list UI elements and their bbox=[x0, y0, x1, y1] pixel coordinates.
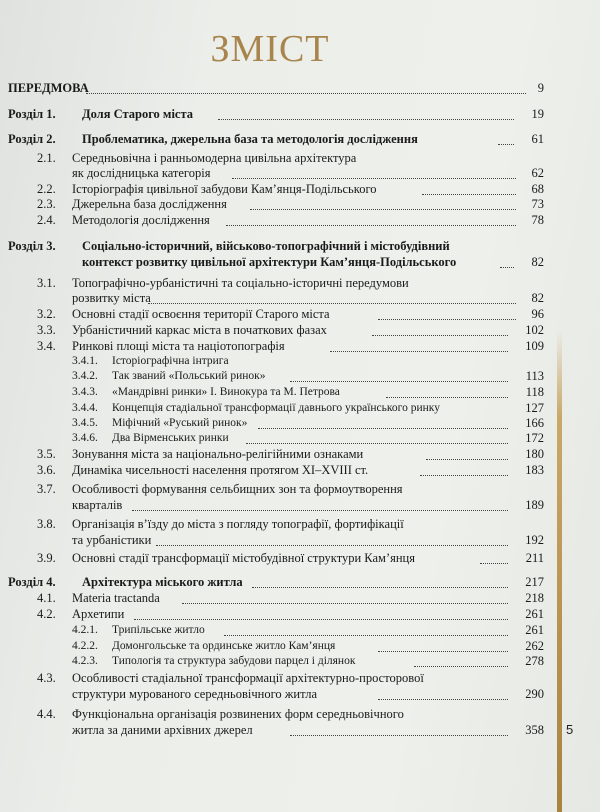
toc-entry-section-2-3[interactable]: Джерельна база дослідження bbox=[72, 197, 227, 211]
toc-chapter-number: Розділ 3. bbox=[8, 239, 56, 253]
toc-entry-chapter-4[interactable]: Архітектура міського житла bbox=[82, 575, 243, 589]
toc-entry-section-2-4[interactable]: Методологія дослідження bbox=[72, 213, 210, 227]
toc-chapter-number: Розділ 4. bbox=[8, 575, 56, 589]
toc-section-number: 3.6. bbox=[37, 463, 56, 477]
toc-page: 180 bbox=[525, 447, 544, 461]
toc-section-number: 3.7. bbox=[37, 482, 56, 496]
dot-leader bbox=[290, 735, 508, 736]
toc-section-number: 2.4. bbox=[37, 213, 56, 227]
toc-page: 61 bbox=[531, 132, 544, 146]
toc-section-number: 2.2. bbox=[37, 182, 56, 196]
toc-page: 96 bbox=[531, 307, 544, 321]
toc-page: 290 bbox=[525, 687, 544, 701]
toc-subsection-number: 4.2.1. bbox=[72, 624, 98, 636]
toc-page: 262 bbox=[525, 639, 544, 653]
toc-entry-preface[interactable]: ПЕРЕДМОВА bbox=[8, 81, 89, 95]
toc-page: 192 bbox=[525, 533, 544, 547]
toc-section-number: 2.1. bbox=[37, 151, 56, 165]
toc-entry-section-2-2[interactable]: Історіографія цивільної забудови Кам’янця-Подільського bbox=[72, 182, 377, 196]
dot-leader bbox=[290, 381, 508, 382]
toc-subsection-number: 3.4.6. bbox=[72, 432, 98, 444]
toc-section-number: 3.4. bbox=[37, 339, 56, 353]
toc-subsection-number: 4.2.3. bbox=[72, 655, 98, 667]
toc-entry-subsection-3-4-5[interactable]: Міфічний «Руський ринок» bbox=[112, 417, 248, 429]
dot-leader bbox=[232, 178, 516, 179]
toc-page: 82 bbox=[531, 255, 544, 269]
toc-page: 261 bbox=[525, 623, 544, 637]
toc-entry-chapter-1[interactable]: Доля Старого міста bbox=[82, 107, 194, 121]
toc-entry-section-3-8[interactable]: Організація в’їзду до міста з погляду топографії, фортифікації bbox=[72, 517, 404, 531]
toc-page: 113 bbox=[525, 369, 544, 383]
toc-section-number: 3.5. bbox=[37, 447, 56, 461]
dot-leader bbox=[224, 635, 508, 636]
toc-page: 118 bbox=[525, 385, 544, 399]
toc-subsection-number: 3.4.3. bbox=[72, 386, 98, 398]
toc-section-number: 3.9. bbox=[37, 551, 56, 565]
toc-subsection-number: 4.2.2. bbox=[72, 640, 98, 652]
toc-subsection-number: 3.4.2. bbox=[72, 370, 98, 382]
page-number: 5 bbox=[566, 722, 574, 737]
toc-section-number: 2.3. bbox=[37, 197, 56, 211]
toc-entry-chapter-3[interactable]: Соціально-історичний, військово-топографічний і містобудівний bbox=[82, 239, 450, 253]
toc-entry-section-3-6[interactable]: Динаміка чисельності населення протягом XI–XVIII ст. bbox=[72, 463, 369, 477]
toc-page: 82 bbox=[531, 291, 544, 305]
toc-entry-section-4-3[interactable]: Особливості стадіальної трансформації архітектурно-просторової bbox=[72, 671, 424, 685]
toc-section-number: 3.3. bbox=[37, 323, 56, 337]
dot-leader bbox=[250, 209, 516, 210]
toc-entry-continuation: кварталів bbox=[72, 498, 123, 512]
toc-entry-continuation: як дослідницька категорія bbox=[72, 166, 211, 180]
toc-entry-section-3-1[interactable]: Топографічно-урбаністичні та соціально-історичні передумови bbox=[72, 276, 409, 290]
toc-entry-subsection-4-2-1[interactable]: Трипільське житло bbox=[112, 624, 205, 636]
toc-page: 211 bbox=[525, 551, 544, 565]
toc-subsection-number: 3.4.4. bbox=[72, 402, 98, 414]
toc-entry-section-4-4[interactable]: Функціональна організація розвинених форм середньовічного bbox=[72, 707, 404, 721]
toc-entry-section-3-4[interactable]: Ринкові площі міста та націотопографія bbox=[72, 339, 285, 353]
dot-leader bbox=[246, 443, 508, 444]
toc-subsection-number: 3.4.1. bbox=[72, 355, 98, 367]
toc-entry-subsection-4-2-2[interactable]: Домонгольське та ординське житло Кам’янця bbox=[112, 640, 336, 652]
toc-entry-continuation: розвитку міста bbox=[72, 291, 151, 305]
toc-section-number: 3.1. bbox=[37, 276, 56, 290]
page-title: ЗМІСТ bbox=[210, 28, 330, 70]
toc-entry-section-3-2[interactable]: Основні стадії освоєння території Старого міста bbox=[72, 307, 330, 321]
toc-entry-section-4-1[interactable]: Materia tractanda bbox=[72, 591, 160, 605]
toc-page: 261 bbox=[525, 607, 544, 621]
dot-leader bbox=[148, 303, 516, 304]
toc-page: 102 bbox=[525, 323, 544, 337]
toc-page: 19 bbox=[531, 107, 544, 121]
toc-page: 189 bbox=[525, 498, 544, 512]
toc-page: 127 bbox=[525, 401, 544, 415]
dot-leader bbox=[156, 545, 508, 546]
toc-entry-continuation: контекст розвитку цивільної архітектури Кам’янця-Подільського bbox=[82, 255, 457, 269]
toc-page: 217 bbox=[525, 575, 544, 589]
dot-leader bbox=[258, 428, 508, 429]
toc-page: 62 bbox=[531, 166, 544, 180]
toc-entry-subsection-3-4-3[interactable]: «Мандрівні ринки» І. Винокура та М. Петрова bbox=[112, 386, 340, 398]
toc-entry-section-4-2[interactable]: Архетипи bbox=[72, 607, 125, 621]
toc-page: 109 bbox=[525, 339, 544, 353]
toc-subsection-number: 3.4.5. bbox=[72, 417, 98, 429]
dot-leader bbox=[218, 119, 514, 120]
dot-leader bbox=[132, 510, 508, 511]
toc-entry-continuation: структури мурованого середньовічного житла bbox=[72, 687, 318, 701]
toc-section-number: 4.3. bbox=[37, 671, 56, 685]
toc-page: 183 bbox=[525, 463, 544, 477]
toc-page: 78 bbox=[531, 213, 544, 227]
toc-entry-continuation: житла за даними архівних джерел bbox=[72, 723, 253, 737]
dot-leader bbox=[182, 603, 508, 604]
toc-entry-subsection-3-4-1[interactable]: Історіографічна інтрига bbox=[112, 355, 229, 367]
toc-page: 73 bbox=[531, 197, 544, 211]
toc-entry-chapter-2[interactable]: Проблематика, джерельна база та методологія дослідження bbox=[82, 132, 418, 146]
dot-leader bbox=[252, 587, 508, 588]
toc-page: 358 bbox=[525, 723, 544, 737]
toc-entry-section-3-7[interactable]: Особливості формування сельбищних зон та формоутворення bbox=[72, 482, 403, 496]
toc-page: 218 bbox=[525, 591, 544, 605]
toc-entry-section-3-5[interactable]: Зонування міста за національно-релігійними ознаками bbox=[72, 447, 364, 461]
toc-entry-subsection-4-2-3[interactable]: Типологія та структура забудови парцел і ділянок bbox=[112, 655, 356, 667]
toc-section-number: 4.2. bbox=[37, 607, 56, 621]
toc-page: 9 bbox=[537, 81, 544, 95]
dot-leader bbox=[226, 225, 516, 226]
toc-page: 68 bbox=[531, 182, 544, 196]
dot-leader bbox=[86, 93, 526, 94]
toc-section-number: 4.1. bbox=[37, 591, 56, 605]
toc-entry-section-3-3[interactable]: Урбаністичний каркас міста в початкових фазах bbox=[72, 323, 327, 337]
dot-leader bbox=[330, 351, 508, 352]
toc-section-number: 3.2. bbox=[37, 307, 56, 321]
dot-leader bbox=[134, 619, 508, 620]
toc-section-number: 3.8. bbox=[37, 517, 56, 531]
toc-entry-continuation: та урбаністики bbox=[72, 533, 152, 547]
toc-section-number: 4.4. bbox=[37, 707, 56, 721]
toc-entry-section-2-1[interactable]: Середньовічна і ранньомодерна цивільна архітектура bbox=[72, 151, 357, 165]
toc-entry-subsection-3-4-2[interactable]: Так званий «Польський ринок» bbox=[112, 370, 266, 382]
toc-entry-subsection-3-4-6[interactable]: Два Вірменських ринки bbox=[112, 432, 229, 444]
toc-entry-subsection-3-4-4[interactable]: Концепція стадіальної трансформації давнього українського ринку bbox=[112, 402, 440, 414]
toc-page: 278 bbox=[525, 654, 544, 668]
toc-chapter-number: Розділ 2. bbox=[8, 132, 56, 146]
toc-page: 166 bbox=[525, 416, 544, 430]
toc-entry-section-3-9[interactable]: Основні стадії трансформації містобудівної структури Кам’янця bbox=[72, 551, 415, 565]
toc-chapter-number: Розділ 1. bbox=[8, 107, 56, 121]
toc-page: 172 bbox=[525, 431, 544, 445]
